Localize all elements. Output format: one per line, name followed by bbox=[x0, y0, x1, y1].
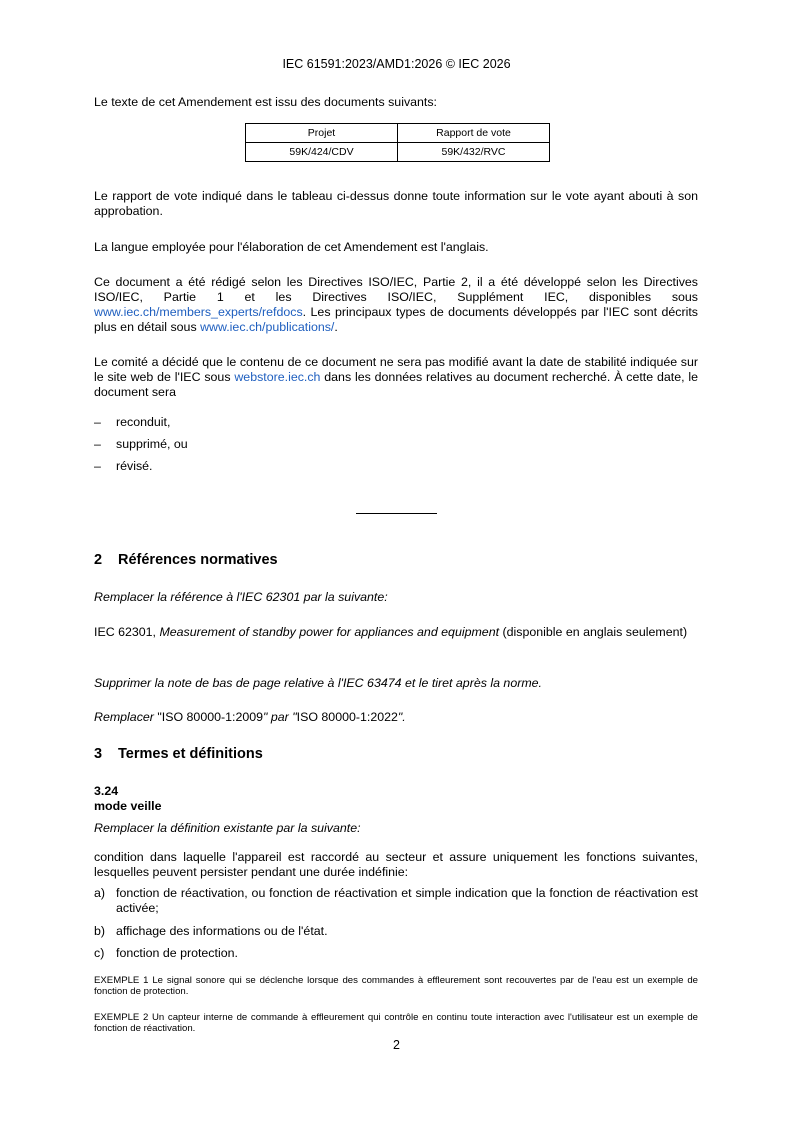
section-2-title: Références normatives bbox=[118, 552, 278, 568]
directives-text-1: Ce document a été rédigé selon les Directives ISO/IEC, Partie 2, il a été développé selon les Directives ISO/IEC, Partie 1 et les Directives ISO/IEC, Supplément IEC, disponibles sous bbox=[94, 275, 698, 305]
section-2-instruction-3 bbox=[94, 710, 698, 725]
item-label: c) bbox=[94, 946, 105, 960]
section-2-instruction-1: Remplacer la référence à l'IEC 62301 par la suivante: bbox=[94, 590, 388, 604]
list-item bbox=[94, 415, 170, 430]
instr3-c: " par " bbox=[263, 710, 297, 724]
section-3-number: 3 bbox=[94, 746, 103, 762]
reference-code: IEC 62301, bbox=[94, 625, 160, 639]
section-2-number: 2 bbox=[94, 552, 103, 568]
term-definition: condition dans laquelle l'appareil est raccordé au secteur et assure uniquement les fonctions suivantes, lesquelles peuvent persister pendant une durée indéfinie: bbox=[94, 850, 698, 880]
iec-62301-reference bbox=[94, 625, 698, 640]
section-2-instruction-2: Supprimer la note de bas de page relative à l'IEC 63474 et le tiret après la norme. bbox=[94, 676, 542, 690]
directives-paragraph bbox=[94, 275, 698, 336]
definition-item-a bbox=[94, 886, 698, 916]
cell-rapport-de-vote: 59K/432/RVC bbox=[398, 143, 550, 162]
reference-note: (disponible en anglais seulement) bbox=[499, 625, 688, 639]
term-name: mode veille bbox=[94, 799, 162, 813]
reference-title: Measurement of standby power for appliances and equipment bbox=[159, 625, 500, 639]
vote-table-row bbox=[246, 143, 550, 162]
list-item-text: supprimé, ou bbox=[116, 437, 188, 451]
stability-text-1: Le comité a décidé que le contenu de ce document ne sera pas modifié avant la date de stabilité indiquée sur le site web de l'IEC sous bbox=[94, 355, 698, 385]
intro-text: Le texte de cet Amendement est issu des documents suivants: bbox=[94, 95, 437, 109]
cell-projet: 59K/424/CDV bbox=[246, 143, 398, 162]
item-label: b) bbox=[94, 924, 106, 938]
definition-item-c bbox=[94, 946, 698, 961]
list-item-text: révisé. bbox=[116, 459, 153, 473]
page-header: IEC 61591:2023/AMD1:2026 © IEC 2026 bbox=[282, 57, 511, 71]
dash-marker: – bbox=[94, 415, 101, 429]
header-rapport-de-vote: Rapport de vote bbox=[398, 124, 550, 143]
vote-table bbox=[245, 123, 550, 162]
section-2-heading bbox=[94, 552, 278, 570]
publications-link[interactable]: www.iec.ch/publications/ bbox=[200, 320, 335, 335]
instr3-a: Remplacer bbox=[94, 710, 158, 724]
header-projet: Projet bbox=[246, 124, 398, 143]
item-text: fonction de réactivation, ou fonction de réactivation et simple indication que la fonction de réactivation est activée; bbox=[116, 886, 698, 916]
instr3-b: "ISO 80000-1:2009 bbox=[157, 710, 264, 724]
instr3-e: ". bbox=[397, 710, 406, 724]
item-text: fonction de protection. bbox=[116, 946, 238, 960]
vote-table-header-row bbox=[246, 124, 550, 143]
list-item-text: reconduit, bbox=[116, 415, 171, 429]
definition-item-b bbox=[94, 924, 698, 939]
section-3-title: Termes et définitions bbox=[118, 746, 263, 762]
item-text: affichage des informations ou de l'état. bbox=[116, 924, 328, 938]
term-number: 3.24 bbox=[94, 784, 119, 798]
dash-marker: – bbox=[94, 437, 101, 451]
instr3-d: ISO 80000-1:2022 bbox=[296, 710, 398, 724]
webstore-link[interactable]: webstore.iec.ch bbox=[234, 370, 321, 385]
stability-paragraph bbox=[94, 355, 698, 400]
language-paragraph: La langue employée pour l'élaboration de cet Amendement est l'anglais. bbox=[94, 240, 489, 254]
directives-text-3: . bbox=[334, 320, 338, 335]
item-label: a) bbox=[94, 886, 106, 900]
example-2: EXEMPLE 2 Un capteur interne de commande à effleurement qui contrôle en continu toute interaction avec l'utilisateur est un exemple de fonction de réactivation. bbox=[94, 1012, 698, 1035]
example-1: EXEMPLE 1 Le signal sonore qui se déclenche lorsque des commandes à effleurement sont recouvertes par de l'eau est un exemple de fonction de protection. bbox=[94, 975, 698, 998]
list-item bbox=[94, 459, 153, 474]
dash-marker: – bbox=[94, 459, 101, 473]
list-item bbox=[94, 437, 188, 452]
page-number: 2 bbox=[393, 1038, 400, 1052]
refdocs-link[interactable]: www.iec.ch/members_experts/refdocs bbox=[94, 305, 303, 320]
vote-paragraph: Le rapport de vote indiqué dans le tableau ci-dessus donne toute information sur le vote ayant abouti à son approbation. bbox=[94, 189, 698, 219]
section-3-instruction: Remplacer la définition existante par la suivante: bbox=[94, 821, 361, 835]
section-3-heading bbox=[94, 746, 263, 764]
separator-rule bbox=[356, 513, 437, 514]
directives-text-2: . Les principaux types de documents développés par l'IEC sont décrits plus en détail sous bbox=[94, 305, 698, 335]
stability-text-2: dans les données relatives au document recherché. À cette date, le document sera bbox=[94, 370, 699, 400]
